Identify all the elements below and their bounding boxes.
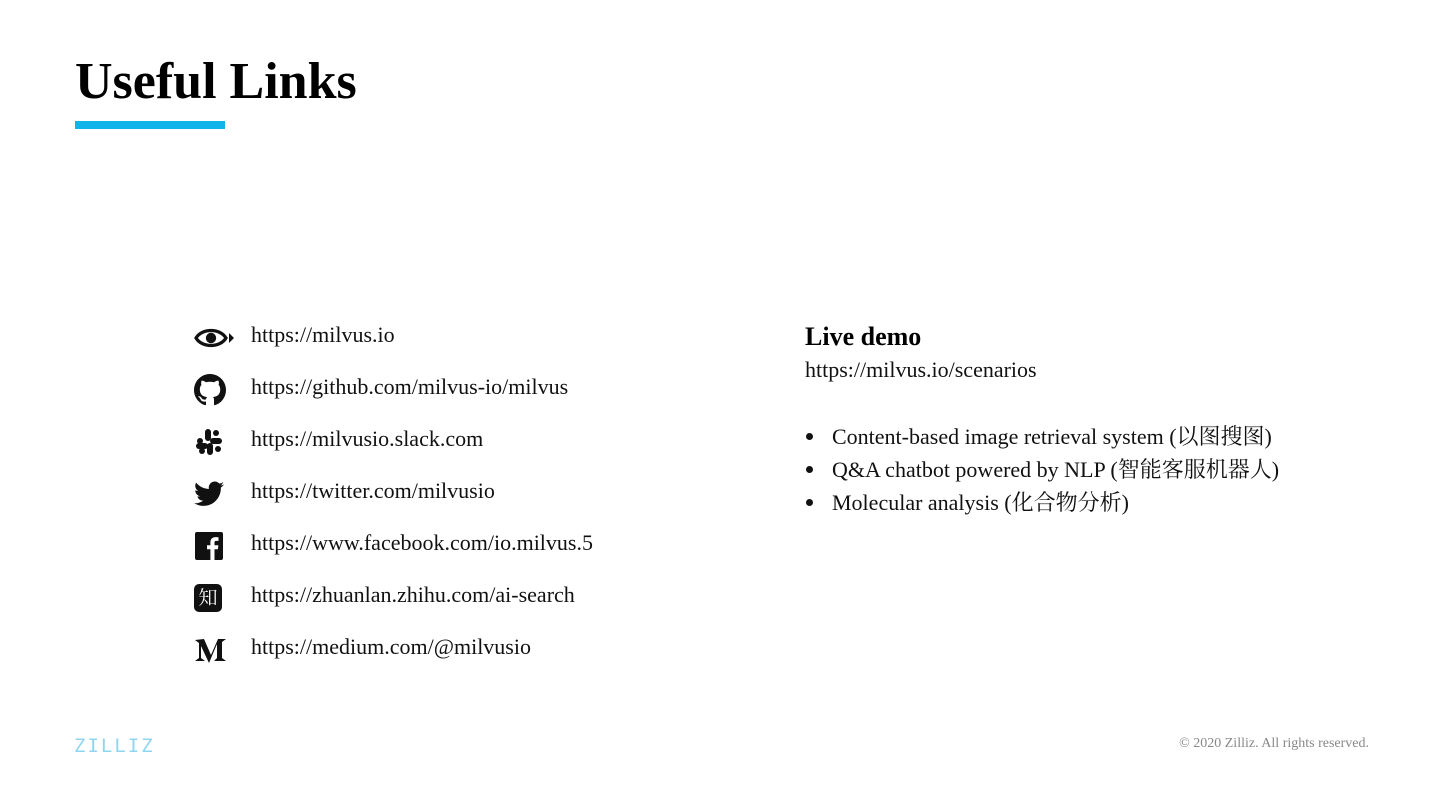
live-demo-section: [805, 320, 1279, 519]
live-demo-title: Live demo: [805, 322, 922, 351]
demo-item-image-retrieval: Content-based image retrieval system (以图搜图): [805, 420, 1279, 453]
milvus-eye-icon: [194, 321, 236, 355]
link-facebook[interactable]: https://www.facebook.com/io.milvus.5: [251, 530, 593, 555]
demo-list: [805, 420, 1279, 519]
zhihu-icon: [194, 581, 236, 615]
facebook-icon: [194, 529, 236, 563]
link-item-milvus: [194, 312, 593, 364]
copyright-notice: © 2020 Zilliz. All rights reserved.: [1179, 736, 1369, 751]
link-medium[interactable]: https://medium.com/@milvusio: [251, 634, 531, 659]
link-item-zhihu: [194, 572, 593, 624]
slide-title: Useful Links: [75, 53, 357, 110]
link-milvus[interactable]: https://milvus.io: [251, 322, 395, 347]
link-slack[interactable]: https://milvusio.slack.com: [251, 426, 484, 451]
demo-item-molecular-analysis: Molecular analysis (化合物分析): [805, 486, 1279, 519]
link-item-medium: [194, 624, 593, 676]
zhihu-icon-glyph: 知: [194, 584, 222, 612]
zilliz-logo: ZILLIZ: [74, 735, 155, 757]
link-twitter[interactable]: https://twitter.com/milvusio: [251, 478, 495, 503]
medium-icon: [194, 633, 236, 667]
github-icon: [194, 373, 236, 407]
link-item-facebook: [194, 520, 593, 572]
link-item-slack: [194, 416, 593, 468]
link-item-github: [194, 364, 593, 416]
slack-icon: [194, 425, 236, 459]
title-underline: [75, 121, 225, 129]
useful-links-list: [194, 312, 593, 676]
link-zhihu[interactable]: https://zhuanlan.zhihu.com/ai-search: [251, 582, 575, 607]
twitter-icon: [194, 477, 236, 511]
link-item-twitter: [194, 468, 593, 520]
live-demo-link[interactable]: https://milvus.io/scenarios: [805, 357, 1037, 382]
demo-item-qa-chatbot: Q&A chatbot powered by NLP (智能客服机器人): [805, 453, 1279, 486]
link-github[interactable]: https://github.com/milvus-io/milvus: [251, 374, 569, 399]
